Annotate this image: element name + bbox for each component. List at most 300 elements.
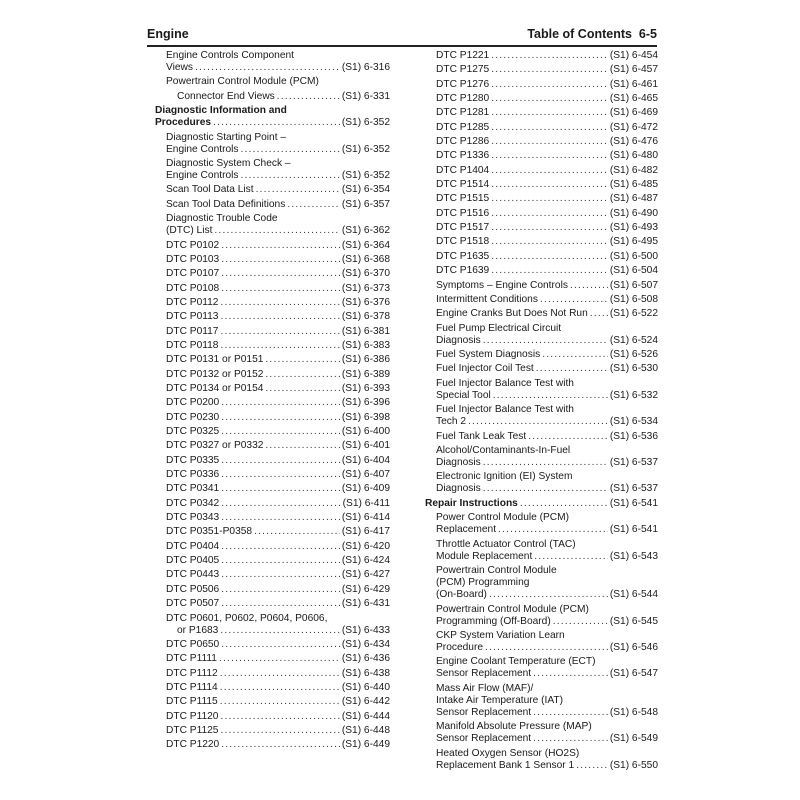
toc-entry-line [436,236,658,248]
toc-entry-page: (S1) 6-368 [341,253,390,265]
toc-entry-line [166,541,390,553]
dot-leader [265,354,339,366]
dot-leader [221,541,340,553]
toc-entry-page: (S1) 6-362 [341,225,390,237]
toc-entry-line [166,254,390,266]
toc-entry-line [166,483,390,495]
toc-entry [155,512,390,526]
dot-leader [491,165,608,177]
dot-leader [220,340,339,352]
toc-entry-line [166,455,390,467]
toc-entry-page: (S1) 6-400 [341,426,390,438]
toc-entry-page: (S1) 6-404 [341,454,390,466]
toc-entry-page: (S1) 6-442 [341,696,390,708]
toc-entry [425,165,658,179]
toc-entry-title: Programming (Off-Board) [436,615,551,627]
toc-entry-page: (S1) 6-417 [341,526,390,538]
toc-entry-page: (S1) 6-396 [341,397,390,409]
dot-leader [491,50,608,62]
dot-leader [221,283,340,295]
toc-entry [425,208,658,222]
dot-leader [220,297,339,309]
toc-entry-title: Fuel Pump Electrical Circuit [436,322,562,334]
dot-leader [221,455,340,467]
toc-entry-line [166,326,390,338]
toc-entry-page: (S1) 6-480 [609,150,658,162]
toc-entry-line [436,208,658,220]
toc-entry [155,50,390,76]
toc-entry [155,613,390,639]
dot-leader [265,383,339,395]
toc-entry [425,93,658,107]
toc-entry-title: Powertrain Control Module [436,564,557,576]
toc-entry-line [436,524,658,536]
toc-entry-line [166,283,390,295]
dot-leader [483,457,608,469]
toc-entry-line [166,555,390,567]
page-number: 6-5 [638,27,657,41]
toc-entry-page: (S1) 6-454 [609,50,658,61]
toc-entry-title: DTC P1112 [166,667,218,679]
dot-leader [590,308,608,320]
toc-entry-title: DTC P0108 [166,282,220,294]
toc-entry-line [166,526,390,538]
toc-entry-line [436,707,658,719]
toc-entry [155,383,390,397]
toc-entry-page: (S1) 6-389 [341,368,390,380]
toc-entry-page: (S1) 6-476 [609,136,658,148]
toc-entry [155,584,390,598]
toc-entry-page: (S1) 6-316 [341,62,390,74]
dot-leader [221,584,340,596]
dot-leader [542,349,608,361]
toc-entry-title: DTC P0132 or P0152 [166,368,264,380]
toc-entry-title: Scan Tool Data Definitions [166,198,286,210]
dot-leader [277,91,340,103]
toc-entry-title: DTC P0117 [166,325,219,337]
toc-entry [155,682,390,696]
toc-entry-title: DTC P0103 [166,253,220,265]
toc-entry-title: Electronic Ignition (EI) System [436,471,573,483]
toc-section-heading [425,498,658,512]
toc-entry-title: Module Replacement [436,550,533,562]
toc-entry-line [436,733,658,745]
toc-entry-page: (S1) 6-352 [341,170,390,182]
toc-entry-title: DTC P0601, P0602, P0604, P0606, [166,612,328,624]
header-rule [147,45,657,47]
toc-entry-line [166,584,390,596]
dot-leader [491,193,608,205]
toc-entry-line [436,251,658,263]
toc-entry-title: DTC P1516 [436,207,490,219]
toc-entry-page: (S1) 6-526 [609,348,658,360]
toc-entry [155,369,390,383]
toc-title: Table of Contents [527,27,632,41]
toc-entry-page: (S1) 6-548 [609,707,658,718]
toc-entry [155,268,390,282]
dot-leader [241,170,340,182]
dot-leader [220,725,339,737]
toc-entry-title: Fuel Injector Coil Test [436,363,534,375]
toc-entry-title: DTC P0341 [166,483,220,495]
toc-entry-page: (S1) 6-433 [341,624,390,636]
toc-entry-line [436,193,658,205]
toc-entry-title: Manifold Absolute Pressure (MAP) [436,721,592,733]
toc-entry-page: (S1) 6-424 [341,555,390,567]
toc-header-right [527,27,657,41]
toc-entry-page: (S1) 6-544 [609,589,658,601]
dot-leader [221,512,340,524]
toc-entry-line [166,225,390,237]
toc-entry-page: (S1) 6-427 [341,569,390,581]
toc-entry-title: Engine Cranks But Does Not Run [436,308,588,320]
toc-entry-page: (S1) 6-472 [609,121,658,133]
toc-entry-title: DTC P1515 [436,193,490,205]
dot-leader [540,294,608,306]
toc-entry-title: Diagnosis [436,334,481,346]
toc-entry-title: DTC P0230 [166,411,220,423]
toc-entry [425,150,658,164]
toc-entry-page: (S1) 6-500 [609,250,658,262]
toc-entry [425,630,658,656]
toc-entry-title: Repair Instructions [425,497,518,509]
dot-leader [220,326,339,338]
toc-entry-line [436,107,658,119]
toc-entry-line [436,50,658,62]
toc-entry-page: (S1) 6-546 [609,642,658,654]
toc-entry-title: DTC P1275 [436,64,490,76]
toc-entry-page: (S1) 6-495 [609,236,658,248]
toc-entry-page: (S1) 6-386 [341,354,390,366]
toc-entry-title: Powertrain Control Module (PCM) [166,76,319,88]
toc-entry-title: Diagnosis [436,456,481,468]
toc-entry-line [436,349,658,361]
toc-entry-page: (S1) 6-545 [609,615,658,627]
toc-entry-title: Procedures [155,117,212,129]
toc-entry-line [166,598,390,610]
toc-entry-title: DTC P0507 [166,598,220,610]
toc-entry-page: (S1) 6-541 [609,497,658,509]
toc-entry [155,653,390,667]
toc-entry-title: DTC P0113 [166,311,219,323]
toc-entry [155,213,390,239]
toc-entry-title: Intake Air Temperature (IAT) [436,694,564,706]
toc-entry-page: (S1) 6-331 [341,90,390,102]
toc-entry-line [436,136,658,148]
toc-entry [425,308,658,322]
toc-entry-title: DTC P0343 [166,512,220,524]
toc-entry-page: (S1) 6-469 [609,107,658,119]
toc-entry-page: (S1) 6-431 [341,598,390,610]
toc-entry [155,254,390,268]
dot-leader [265,440,339,452]
toc-entry-page: (S1) 6-461 [609,78,658,90]
toc-entry-page: (S1) 6-411 [342,497,390,509]
toc-entry-title: DTC P1336 [436,150,490,162]
toc-entry-title: DTC P0327 or P0332 [166,440,264,452]
toc-entry-page: (S1) 6-364 [341,239,390,251]
toc-entry-page: (S1) 6-485 [609,179,658,191]
toc-entry-title: Engine Coolant Temperature (ECT) [436,656,596,668]
toc-entry [425,50,658,64]
toc-entry-page: (S1) 6-536 [609,430,658,442]
toc-entry-page: (S1) 6-438 [341,667,390,679]
toc-entry-title: Diagnostic Trouble Code [166,213,278,225]
toc-entry-title: Alcohol/Contaminants-In-Fuel [436,444,571,456]
toc-entry-page: (S1) 6-444 [341,710,390,722]
dot-leader [254,526,340,538]
toc-entry-title: DTC P1125 [166,725,219,736]
dot-leader [221,498,340,510]
dot-leader [498,524,608,536]
dot-leader [489,589,608,601]
toc-entry-title: DTC P0131 or P0151 [166,354,264,366]
toc-entry-title: DTC P1286 [436,136,490,148]
toc-entry-page: (S1) 6-490 [609,207,658,219]
toc-entry [155,569,390,583]
toc-entry [425,136,658,150]
toc-entry [155,541,390,555]
toc-entry [155,668,390,682]
dot-leader [221,268,340,280]
dot-leader [491,222,608,234]
toc-entry-title: Throttle Actuator Control (TAC) [436,538,576,550]
toc-entry [155,469,390,483]
toc-entry-title: Diagnostic Starting Point – [166,131,287,143]
toc-entry-title: DTC P0134 or P0154 [166,383,264,394]
toc-entry [425,445,658,471]
dot-leader [221,639,340,651]
toc-entry-title: Sensor Replacement [436,733,532,745]
toc-entry-title: Intermittent Conditions [436,293,538,305]
toc-entry [425,107,658,121]
toc-entry-line [166,682,390,694]
toc-entry-title: DTC P0112 [166,296,219,308]
toc-entry-line [166,297,390,309]
toc-entry [155,739,390,753]
toc-entry-line [166,340,390,352]
dot-leader [553,616,608,628]
dot-leader [213,117,340,129]
toc-entry-line [166,268,390,280]
dot-leader [221,412,340,424]
toc-entry-title: Views [166,62,193,74]
toc-entry [425,294,658,308]
toc-entry-title: Tech 2 [436,416,467,428]
toc-entry-line [436,589,658,601]
toc-entry-page: (S1) 6-504 [609,265,658,277]
dot-leader [221,469,340,481]
toc-entry-title: DTC P1404 [436,164,490,176]
toc-entry-title: DTC P0351-P0358 [166,526,253,538]
dot-leader [220,682,340,694]
toc-entry-title: Fuel System Diagnosis [436,348,541,360]
toc-entry-title: Powertrain Control Module (PCM) [436,603,589,615]
toc-entry-page: (S1) 6-537 [609,456,658,468]
dot-leader [265,369,339,381]
toc-entry [155,354,390,368]
toc-entry [425,683,658,722]
toc-entry [155,199,390,213]
toc-entry-title: Sensor Replacement [436,668,532,680]
toc-entry [425,604,658,630]
toc-entry-title: Power Control Module (PCM) [436,512,570,524]
toc-entry [425,565,658,604]
toc-entry-line [436,93,658,105]
toc-entry-title: DTC P1280 [436,93,490,105]
toc-entry-title: Engine Controls [166,143,239,155]
dot-leader [221,598,340,610]
toc-entry-title: DTC P0506 [166,583,220,595]
toc-entry-title: DTC P1635 [436,250,490,262]
toc-entry-line [436,64,658,76]
toc-entry-page: (S1) 6-493 [609,222,658,234]
toc-entry [155,526,390,540]
toc-entry-line [436,280,658,292]
toc-entry-title: Symptoms – Engine Controls [436,279,568,291]
toc-entry-page: (S1) 6-373 [341,282,390,294]
toc-entry-line [436,431,658,443]
toc-entry-title: Mass Air Flow (MAF)/ [436,682,534,694]
toc-entry [155,598,390,612]
toc-entry [155,412,390,426]
dot-leader [220,311,339,323]
toc-entry [425,222,658,236]
toc-entry-page: (S1) 6-370 [341,268,390,280]
dot-leader [220,668,340,680]
toc-entry-page: (S1) 6-507 [609,279,658,291]
toc-entry [155,283,390,297]
toc-entry-page: (S1) 6-482 [609,164,658,176]
toc-entry-title: Procedure [436,642,484,654]
toc-entry [425,64,658,78]
toc-entry-title: DTC P0200 [166,397,220,409]
toc-entry-page: (S1) 6-352 [341,117,390,129]
toc-entry-line [436,335,658,347]
toc-entry-page: (S1) 6-393 [341,383,390,394]
toc-entry-line [436,179,658,191]
dot-leader [491,150,608,162]
toc-entry-title: DTC P1639 [436,265,490,277]
dot-leader [528,431,608,443]
section-title: Engine [147,27,189,41]
toc-entry [155,483,390,497]
toc-entry-page: (S1) 6-352 [341,143,390,155]
toc-entry-line [166,397,390,409]
toc-entry-line [166,512,390,524]
toc-entry-title: Connector End Views [177,90,275,102]
toc-entry-line [436,265,658,277]
toc-entry-title: Engine Controls [166,170,239,182]
toc-entry [425,265,658,279]
toc-entry-page: (S1) 6-547 [609,668,658,680]
toc-entry-line [166,62,390,74]
toc-entry-page: (S1) 6-398 [341,411,390,423]
toc-entry [155,397,390,411]
toc-entry-line [166,184,390,196]
toc-entry-page: (S1) 6-429 [341,583,390,595]
toc-entry-title: Fuel Injector Balance Test with [436,377,574,389]
toc-entry-title: Replacement [436,524,497,536]
toc-right-column [425,50,658,774]
toc-entry-line [425,498,658,510]
toc-entry-line [166,426,390,438]
dot-leader [221,739,340,751]
toc-entry [155,326,390,340]
dot-leader [493,390,608,402]
toc-entry [155,696,390,710]
toc-entry-page: (S1) 6-440 [341,681,390,693]
toc-entry [155,184,390,198]
toc-entry-line [436,390,658,402]
toc-entry-line [166,711,390,723]
toc-entry-line [166,354,390,366]
toc-entry-title: or P1683 [177,624,219,636]
toc-entry [425,471,658,497]
dot-leader [491,122,608,134]
dot-leader [221,254,340,266]
dot-leader [483,483,608,495]
toc-entry [155,639,390,653]
toc-entry-line [436,616,658,628]
dot-leader [220,696,340,708]
toc-entry [155,555,390,569]
dot-leader [221,555,340,567]
dot-leader [533,668,608,680]
toc-entry-title: DTC P1514 [436,179,490,191]
toc-entry-page: (S1) 6-448 [341,725,390,736]
toc-entry-title: DTC P1517 [436,222,490,234]
toc-entry-page: (S1) 6-376 [341,296,390,308]
toc-entry-line [436,165,658,177]
toc-entry [155,455,390,469]
dot-leader [220,625,340,637]
toc-entry-page: (S1) 6-420 [341,540,390,552]
toc-entry-title: DTC P0118 [166,339,219,351]
toc-entry-title: DTC P1114 [166,681,218,693]
toc-entry-title: DTC P1285 [436,121,490,133]
toc-entry-title: Scan Tool Data List [166,184,254,196]
toc-entry-line [436,760,658,772]
toc-entry-line [166,440,390,452]
dot-leader [491,93,608,105]
toc-entry-page: (S1) 6-530 [609,363,658,375]
toc-entry-line [166,498,390,510]
toc-entry-page: (S1) 6-354 [341,184,390,196]
toc-entry-page: (S1) 6-414 [341,512,390,524]
toc-entry [425,349,658,363]
toc-entry-line [436,122,658,134]
toc-entry-page: (S1) 6-508 [609,293,658,305]
toc-entry-line [166,739,390,751]
toc-entry-line [436,668,658,680]
toc-entry [155,240,390,254]
toc-entry-title: (PCM) Programming [436,577,530,589]
dot-leader [256,184,340,196]
toc-entry-title: DTC P0404 [166,540,220,552]
toc-entry-title: DTC P0336 [166,469,220,481]
toc-entry-line [166,725,390,737]
toc-entry [425,539,658,565]
toc-entry-title: Engine Controls Component [166,50,294,61]
toc-entry-page: (S1) 6-524 [609,334,658,346]
toc-entry [425,748,658,774]
toc-entry-title: Diagnosis [436,483,481,495]
dot-leader [536,363,608,375]
toc-entry-title: Fuel Tank Leak Test [436,430,527,442]
dot-leader [491,107,608,119]
toc-entry [425,179,658,193]
